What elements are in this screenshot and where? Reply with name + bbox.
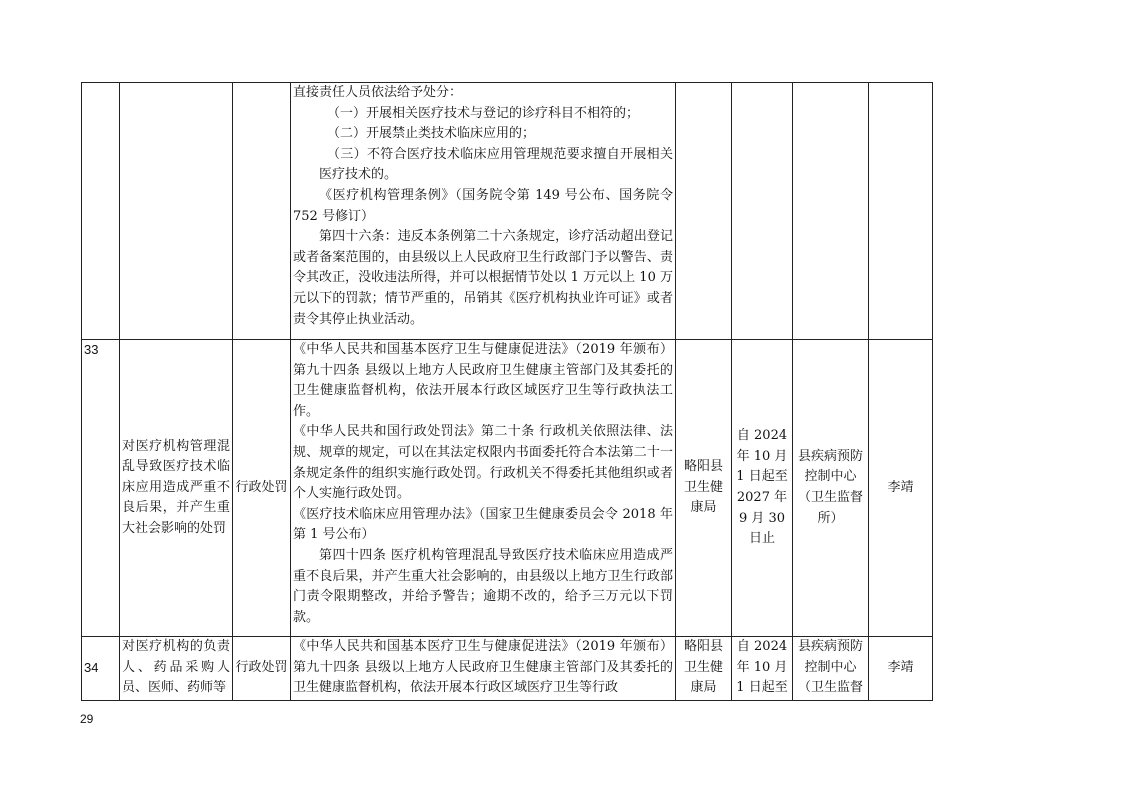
entrusted-org: 县疾病预防控制中心（卫生监督所） — [793, 340, 869, 637]
row-number: 33 — [82, 340, 120, 637]
table-row — [82, 83, 933, 340]
row-number — [82, 637, 120, 701]
entrusted-org-cell — [793, 83, 869, 340]
entrusted-org-cell — [793, 637, 869, 701]
category: 行政处罚 — [233, 340, 291, 637]
authority: 略阳县卫生健康局 — [676, 340, 732, 637]
period-cell — [732, 637, 793, 701]
basis-line: （二）开展禁止类技术临床应用的； — [327, 126, 536, 142]
table-row — [82, 340, 933, 637]
authority: 略阳县卫生健康局 — [683, 639, 723, 696]
item-name: 对医疗机构的负责人、药品采购人员、医师、药师等 — [122, 639, 230, 696]
basis-line: 《中华人民共和国基本医疗卫生与健康促进法》（2019 年颁布）第九十四条 县级以上地方人民政府卫生健康主管部门及其委托的卫生健康监督机构，依法开展本行政区域医疗卫生等行政执法工作。 — [293, 342, 673, 419]
item-name-cell — [120, 637, 233, 701]
person-cell — [869, 83, 933, 340]
table-row — [82, 637, 933, 701]
period-cell — [732, 83, 793, 340]
category-cell — [233, 83, 291, 340]
basis-line: 第四十六条：违反本条例第二十六条规定，诊疗活动超出登记或者备案范围的，由县级以上人民政府卫生行政部门予以警告、责令其改正，没收违法所得，并可以根据情节处以 1 万元以上 10 万元以下的罚款；情节严重的，吊销其《医疗机构执业许可证》或者责令其停止执业活动。 — [293, 229, 673, 327]
item-name-cell — [120, 83, 233, 340]
basis-line: 第四十四条 医疗机构管理混乱导致医疗技术临床应用造成严重不良后果，并产生重大社会影响的，由县级以上地方卫生行政部门责令限期整改，并给予警告；逾期不改的，给予三万元以下罚款。 — [293, 547, 673, 625]
basis-line: 《医疗技术临床应用管理办法》（国家卫生健康委员会令 2018 年第 1 号公布） — [293, 506, 673, 543]
authorization-table — [81, 82, 933, 701]
basis-line: （三）不符合医疗技术临床应用管理规范要求擅自开展相关医疗技术的。 — [319, 146, 673, 183]
row-number-text: 34 — [84, 660, 99, 676]
basis-line: 《医疗机构管理条例》（国务院令第 149 号公布、国务院令 752 号修订） — [293, 187, 673, 224]
row-number-cell — [82, 83, 120, 340]
authority-cell — [676, 637, 732, 701]
basis-line: 直接责任人员依法给予处分： — [293, 85, 463, 100]
period: 自 2024 年 10 月 1 日起至 2027 年 9 月 30 日止 — [732, 340, 793, 637]
page-number: 29 — [80, 712, 94, 726]
period: 自 2024 年 10 月 1 日起至 — [736, 639, 788, 696]
legal-basis-cell — [291, 340, 676, 637]
basis-line: 《中华人民共和国行政处罚法》第二十条 行政机关依照法律、法规、规章的规定，可以在其法定权限内书面委托符合本法第二十一条规定条件的组织实施行政处罚。行政机关不得委托其他组织或者个人实施行政处罚。 — [293, 424, 673, 502]
legal-basis: 《中华人民共和国基本医疗卫生与健康促进法》（2019 年颁布）第九十四条 县级以上地方人民政府卫生健康主管部门及其委托的卫生健康监督机构，依法开展本行政区域医疗卫生等行政 — [293, 639, 673, 696]
item-name: 对医疗机构管理混乱导致医疗技术临床应用造成严重不良后果，并产生重大社会影响的处罚 — [120, 340, 233, 637]
category: 行政处罚 — [233, 637, 291, 701]
legal-basis-cell — [291, 637, 676, 701]
authority-cell — [676, 83, 732, 340]
person: 李靖 — [869, 340, 933, 637]
entrusted-org: 县疾病预防控制中心（卫生监督 — [797, 639, 863, 696]
basis-line: （一）开展相关医疗技术与登记的诊疗科目不相符的； — [327, 105, 640, 121]
legal-basis-cell — [291, 83, 676, 340]
person: 李靖 — [869, 637, 933, 701]
